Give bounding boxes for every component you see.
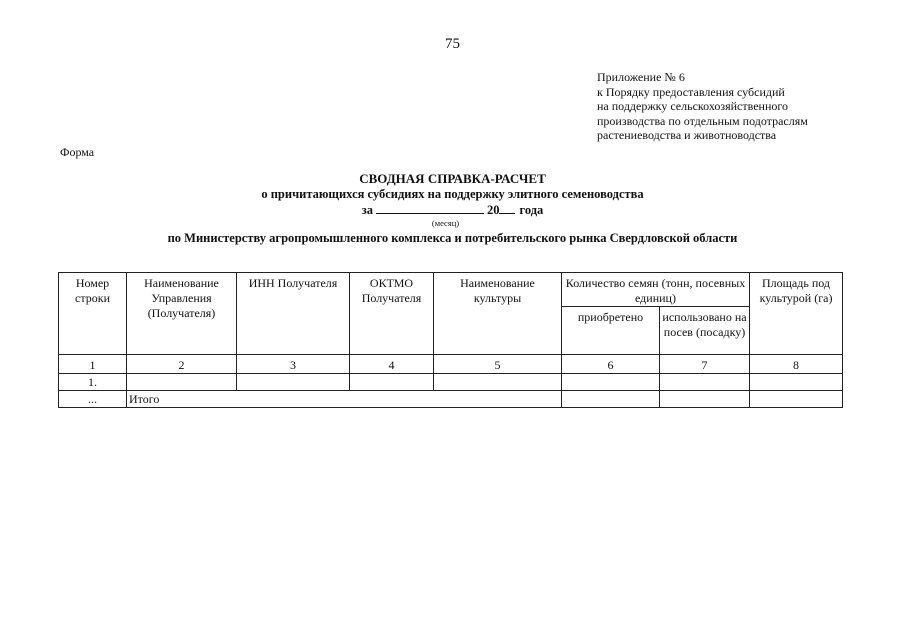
header-inn: ИНН Получателя xyxy=(237,273,350,355)
title-period xyxy=(0,202,905,218)
appendix-line: на поддержку сельскохозяйственного xyxy=(597,99,789,114)
appendix-note xyxy=(597,70,808,143)
form-label: Форма xyxy=(60,145,95,159)
month-hint: (месяц) xyxy=(431,218,460,228)
table-cell xyxy=(562,391,660,408)
document-title xyxy=(0,171,905,246)
table-header-row xyxy=(59,273,843,307)
total-row-number-cell: ... xyxy=(59,391,127,408)
column-number: 3 xyxy=(237,355,350,374)
title-subtitle: о причитающихся субсидиях на поддержку элитного семеноводства xyxy=(261,187,644,201)
column-number: 6 xyxy=(562,355,660,374)
table-cell xyxy=(750,391,843,408)
table-row xyxy=(59,374,843,391)
column-number: 2 xyxy=(127,355,237,374)
header-row-number: Номер строки xyxy=(59,273,127,355)
period-for-label: за xyxy=(361,203,373,217)
title-main: СВОДНАЯ СПРАВКА-РАСЧЕТ xyxy=(359,171,546,186)
year-prefix: 20 xyxy=(486,203,500,217)
total-row xyxy=(59,391,843,408)
appendix-line: производства по отдельным подотраслям xyxy=(597,113,808,128)
row-number-cell: 1. xyxy=(59,374,127,391)
header-org-name: Наименование Управления (Получателя) xyxy=(127,273,237,355)
column-number: 8 xyxy=(750,355,843,374)
total-label-cell: Итого xyxy=(127,391,562,408)
table-cell xyxy=(660,374,750,391)
title-ministry: по Министерству агропромышленного комплекса и потребительского рынка Свердловской области xyxy=(167,231,738,245)
column-number: 1 xyxy=(59,355,127,374)
appendix-line: к Порядку предоставления субсидий xyxy=(597,84,785,99)
header-acquired: приобретено xyxy=(562,307,660,355)
table-cell xyxy=(562,374,660,391)
header-seeds-group: Количество семян (тонн, посевных единиц) xyxy=(562,273,750,307)
column-number: 7 xyxy=(660,355,750,374)
table-cell xyxy=(660,391,750,408)
table-cell xyxy=(350,374,434,391)
page-number: 75 xyxy=(445,36,460,52)
header-used: использовано на посев (посадку) xyxy=(660,307,750,355)
appendix-line: растениеводства и животноводства xyxy=(597,128,777,143)
table-cell xyxy=(750,374,843,391)
column-number-row xyxy=(59,355,843,374)
table-cell xyxy=(127,374,237,391)
subsidy-table xyxy=(58,272,843,408)
year-suffix: года xyxy=(519,203,544,217)
column-number: 4 xyxy=(350,355,434,374)
header-area: Площадь под культурой (га) xyxy=(750,273,843,355)
appendix-line: Приложение № 6 xyxy=(597,70,685,84)
year-blank-line xyxy=(499,202,515,214)
column-number: 5 xyxy=(434,355,562,374)
header-culture: Наименование культуры xyxy=(434,273,562,355)
header-oktmo: ОКТМО Получателя xyxy=(350,273,434,355)
month-blank-line xyxy=(376,202,484,214)
table-cell xyxy=(434,374,562,391)
table-cell xyxy=(237,374,350,391)
